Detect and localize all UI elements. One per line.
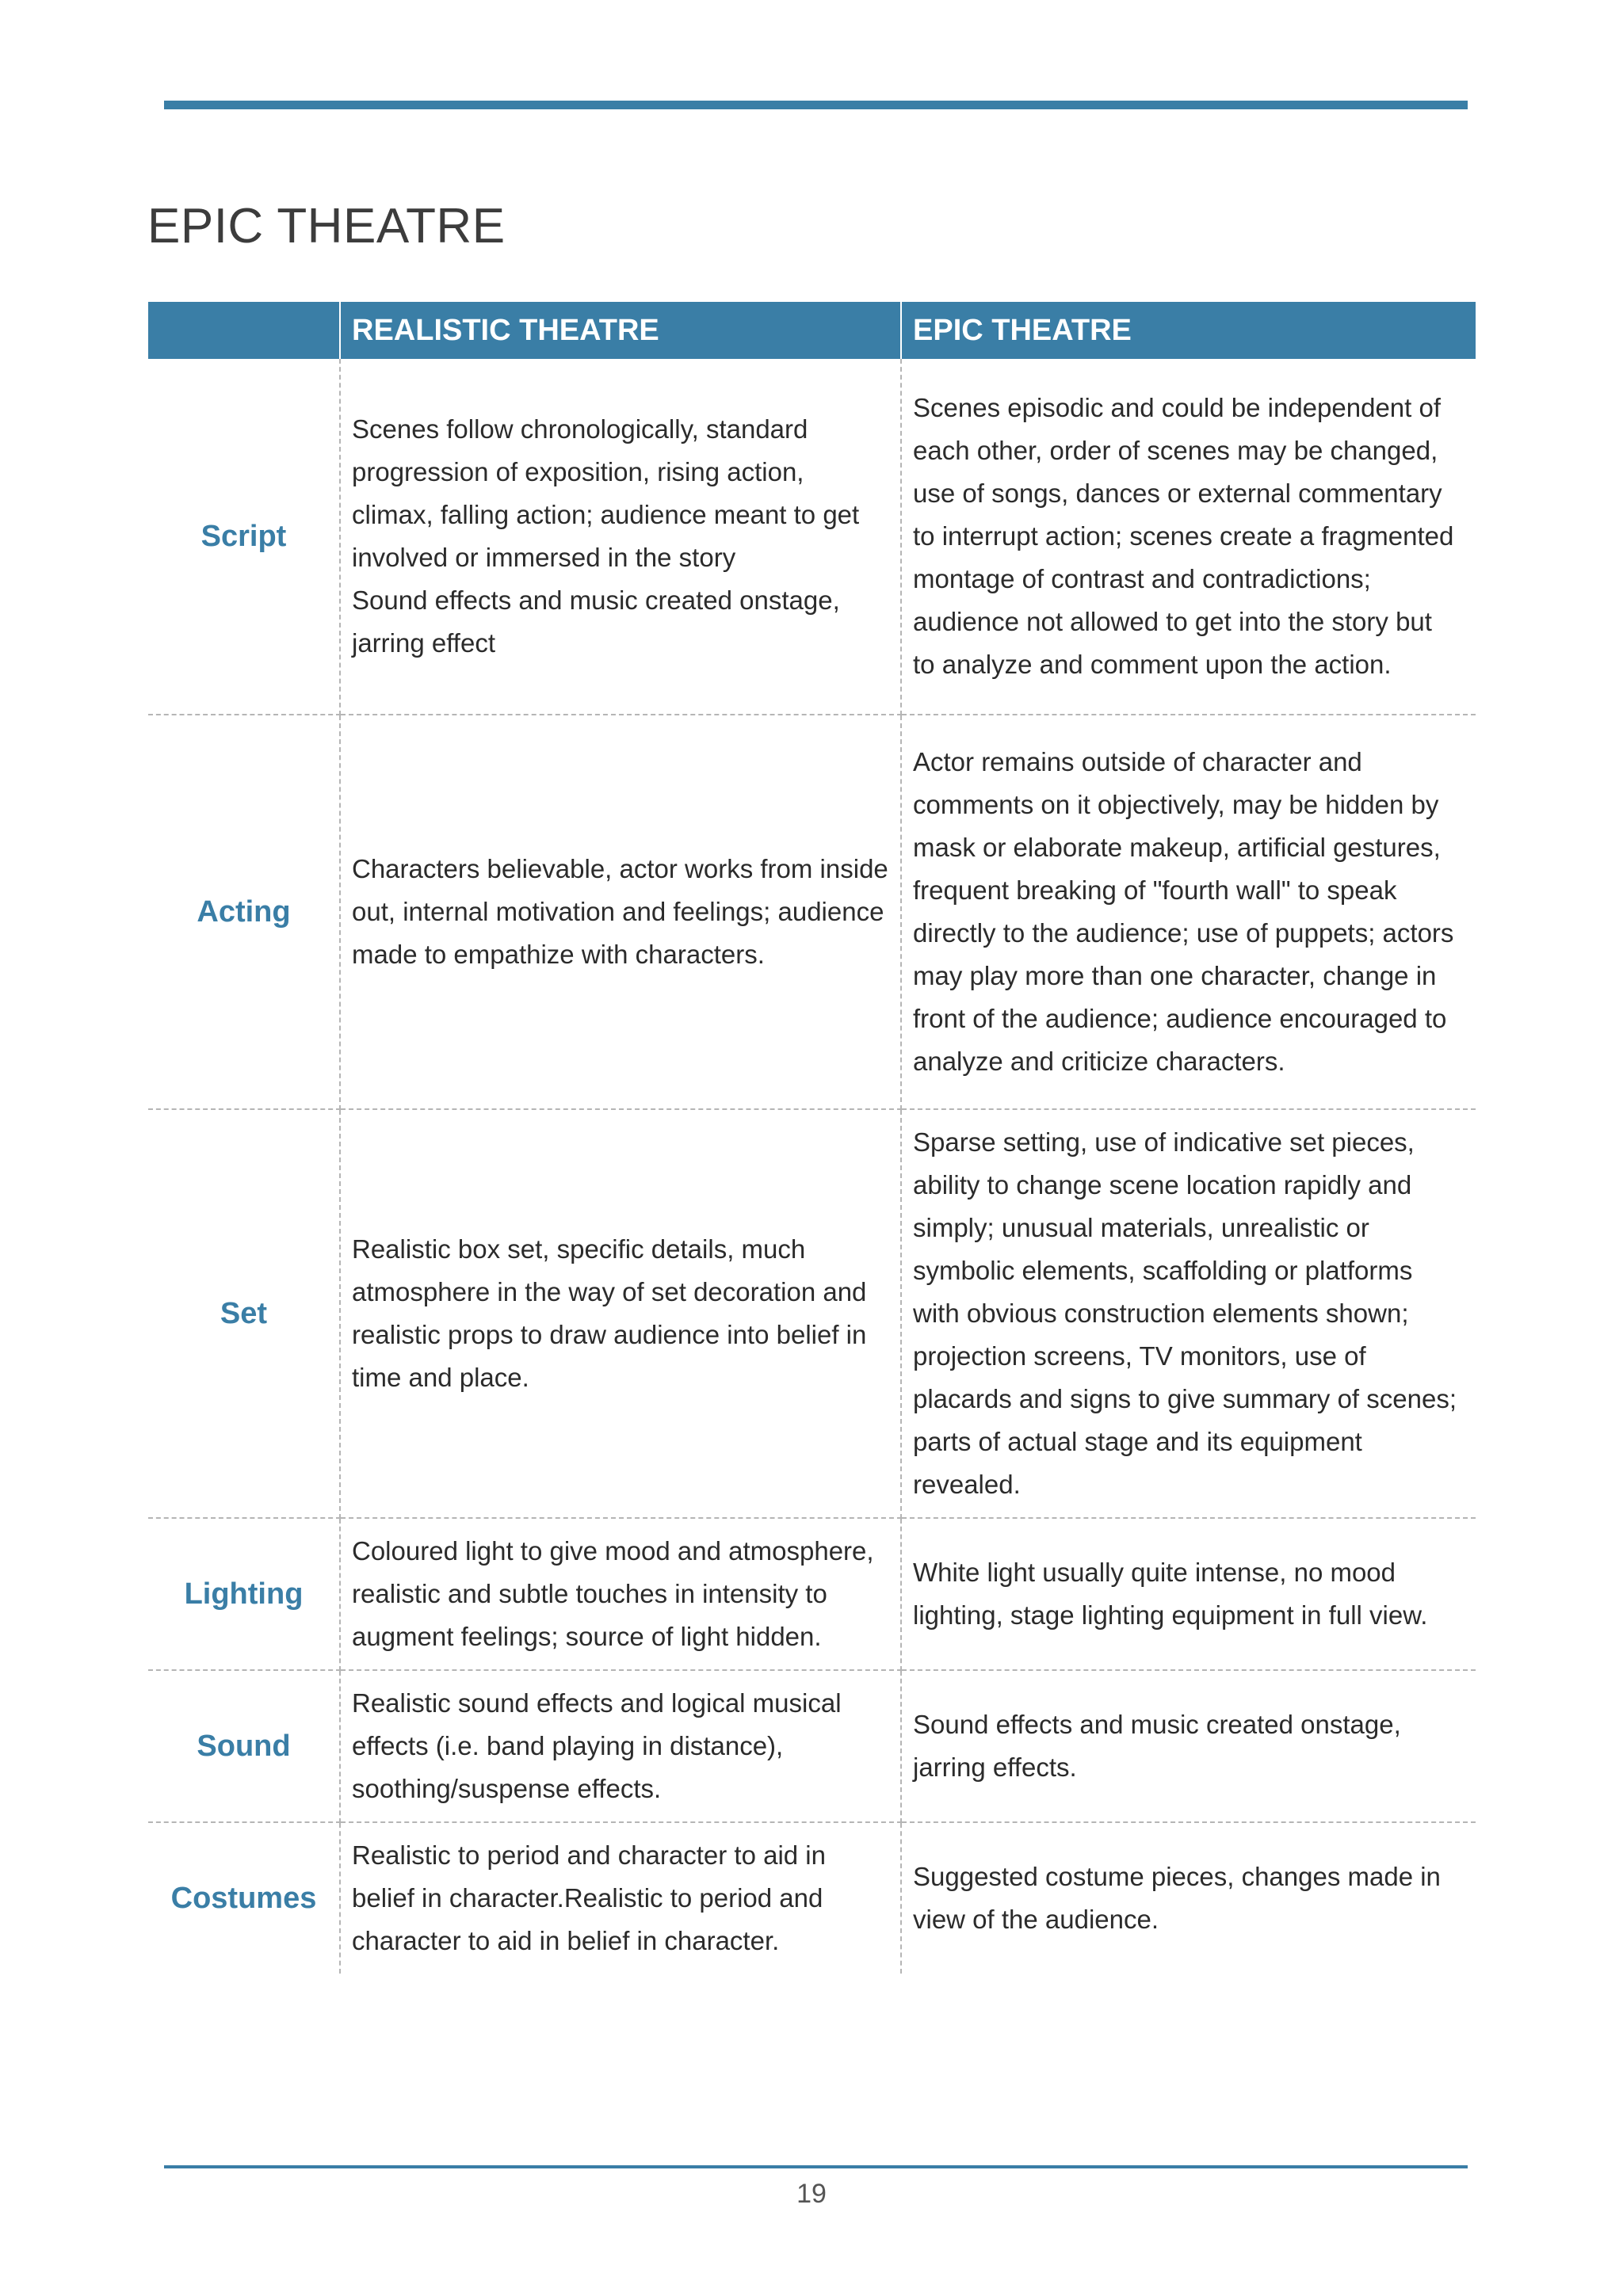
header-cell-empty [148,302,340,359]
cell-epic-costumes: Suggested costume pieces, changes made in view of the audience. [913,1862,1441,1934]
row-label-sound: Sound [148,1670,340,1822]
header-cell-epic: EPIC THEATRE [901,302,1476,359]
cell-realistic-script-text: Scenes follow chronologically, standard progression of exposition, rising action, climax, falling action; audience meant to get involved or immersed in the story Sound effects and music created onstage, jarring effect [352,414,860,658]
cell-epic-script: Scenes episodic and could be independent of each other, order of scenes may be changed, use of songs, dances or external commentary to interrupt action; scenes create a fragmented montage of contrast and contradictions; audience not allowed to get into the story but to analyze and comment upon the action. [901,359,1476,715]
row-label-costumes: Costumes [148,1822,340,1974]
table-row [148,1518,1476,1670]
cell-epic-lighting: White light usually quite intense, no mood lighting, stage lighting equipment in full view. [901,1518,1476,1670]
cell-epic-set: Sparse setting, use of indicative set pieces, ability to change scene location rapidly and simply; unusual materials, unrealistic or symbolic elements, scaffolding or platforms with obvious construction elements shown; projection screens, TV monitors, use of placards and signs to give summary of scenes; parts of actual stage and its equipment revealed. [901,1109,1476,1518]
cell-realistic-script [340,359,901,715]
table-body [148,359,1476,1974]
row-label-lighting: Lighting [148,1518,340,1670]
page-number: 19 [796,2179,827,2209]
cell-realistic-set: Realistic box set, specific details, much atmosphere in the way of set decoration and realistic props to draw audience into belief in time and place. [340,1109,901,1518]
cell-realistic-costumes: Realistic to period and character to aid in belief in character.Realistic to period and character to aid in belief in character. [340,1822,901,1974]
cell-realistic-acting: Characters believable, actor works from inside out, internal motivation and feelings; audience made to empathize with characters. [340,715,901,1109]
table-header [148,302,1476,359]
table-row [148,359,1476,715]
header-cell-realistic: REALISTIC THEATRE [340,302,901,359]
cell-epic-acting: Actor remains outside of character and comments on it objectively, may be hidden by mask or elaborate makeup, artificial gestures, frequent breaking of "fourth wall" to speak directly to the audience; use of puppets; actors may play more than one character, change in front of the audience; audience encouraged to analyze and criticize characters. [901,715,1476,1109]
header-rule [164,101,1468,109]
cell-realistic-sound: Realistic sound effects and logical musical effects (i.e. band playing in distance), soothing/suspense effects. [340,1670,901,1822]
row-label-script: Script [148,359,340,715]
table-row [148,1822,1476,1974]
footer-rule [164,2165,1468,2168]
table-row [148,715,1476,1109]
comparison-table [148,302,1476,1974]
table-row [148,1109,1476,1518]
cell-realistic-lighting: Coloured light to give mood and atmosphere, realistic and subtle touches in intensity to augment feelings; source of light hidden. [340,1518,901,1670]
page-title: EPIC THEATRE [147,199,506,254]
header-row [148,302,1476,359]
row-label-set: Set [148,1109,340,1518]
row-label-acting: Acting [148,715,340,1109]
cell-epic-sound: Sound effects and music created onstage, jarring effects. [901,1670,1476,1822]
table-row [148,1670,1476,1822]
